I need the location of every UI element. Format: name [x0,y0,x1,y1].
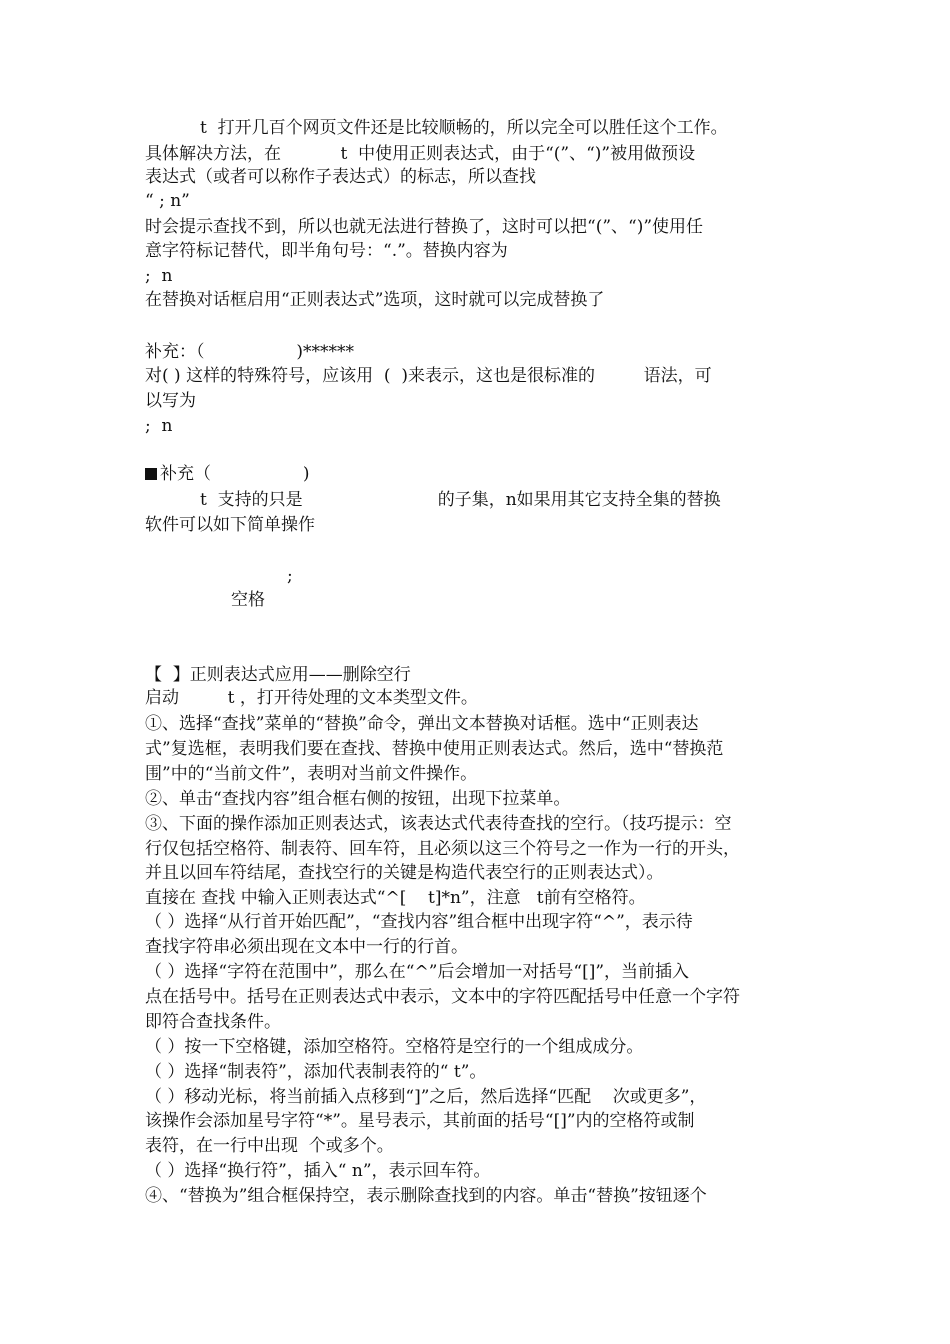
bullet-square-icon [145,468,157,480]
text-line: 行仅包括空格符、制表符、回车符，且必须以这三个符号之一作为一行的开头， [145,839,740,859]
text-line: （ ）选择“换行符”，插入“ n”，表示回车符。 [145,1161,491,1181]
text-line: 补充（ ) [160,464,310,484]
text-line: 时会提示查找不到，所以也就无法进行替换了，这时可以把“(”、“)”使用任 [145,217,704,237]
text-line: 以写为 [145,391,196,411]
text-line: t 打开几百个网页文件还是比较顺畅的，所以完全可以胜任这个工作。 [200,118,728,138]
text-line: 在替换对话框启用“正则表达式”选项，这时就可以完成替换了 [145,290,605,310]
text-line: （ ）选择“从行首开始匹配”，“查找内容”组合框中出现字符“^”，表示待 [145,912,693,932]
text-line: ; [287,566,293,586]
text-line: 启动 t ，打开待处理的文本类型文件。 [145,688,478,708]
text-line: 表达式（或者可以称作子表达式）的标志，所以查找 [145,167,536,187]
text-line: 软件可以如下简单操作 [145,515,315,535]
text-line: t 支持的只是 的子集，n如果用其它支持全集的替换 [200,490,721,510]
text-line: （ ）移动光标，将当前插入点移到“]”之后，然后选择“匹配 次或更多”， [145,1087,707,1107]
text-line: 式”复选框，表明我们要在查找、替换中使用正则表达式。然后，选中“替换范 [145,739,724,759]
text-line: “ ; n” [145,191,190,211]
text-line: 对( ) 这样的特殊符号，应该用 ( )来表示，这也是很标准的 语法，可 [145,366,712,386]
text-line: （ ）选择“制表符”，添加代表制表符的“ t”。 [145,1062,487,1082]
text-line: 具体解决方法，在 t 中使用正则表达式，由于“(”、“)”被用做预设 [145,144,696,164]
text-line: 补充：（ )****** [145,342,354,362]
text-line: ③、下面的操作添加正则表达式，该表达式代表待查找的空行。（技巧提示：空 [145,814,732,834]
text-line: 围”中的“当前文件”，表明对当前文件操作。 [145,764,478,784]
section-heading: 【 】正则表达式应用——删除空行 [145,665,411,685]
text-line: 直接在 查找 中输入正则表达式“^[ t]*n”，注意 t前有空格符。 [145,888,646,908]
supplement-heading [145,464,310,484]
text-line: 查找字符串必须出现在文本中一行的行首。 [145,937,468,957]
text-line: ④、“替换为”组合框保持空，表示删除查找到的内容。单击“替换”按钮逐个 [145,1186,707,1206]
text-line: 并且以回车符结尾，查找空行的关键是构造代表空行的正则表达式）。 [145,863,664,883]
text-line: 空格 [231,590,265,610]
text-line: 表符，在一行中出现 个或多个。 [145,1136,394,1156]
text-line: （ ）选择“字符在范围中”，那么在“^”后会增加一对括号“[]”，当前插入 [145,962,690,982]
text-line: ②、单击“查找内容”组合框右侧的按钮，出现下拉菜单。 [145,789,571,809]
text-line: （ ）按一下空格键，添加空格符。空格符是空行的一个组成成分。 [145,1037,644,1057]
text-line: 意字符标记替代，即半角句号：“.”。替换内容为 [145,241,508,261]
text-line: ; n [145,266,173,286]
text-line: 即符合查找条件。 [145,1012,281,1032]
text-line: ①、选择“查找”菜单的“替换”命令，弹出文本替换对话框。选中“正则表达 [145,714,699,734]
text-line: 该操作会添加星号字符“*”。星号表示，其前面的括号“[]”内的空格符或制 [145,1111,695,1131]
text-line: ; n [145,416,173,436]
text-line: 点在括号中。括号在正则表达式中表示，文本中的字符匹配括号中任意一个字符 [145,987,740,1007]
